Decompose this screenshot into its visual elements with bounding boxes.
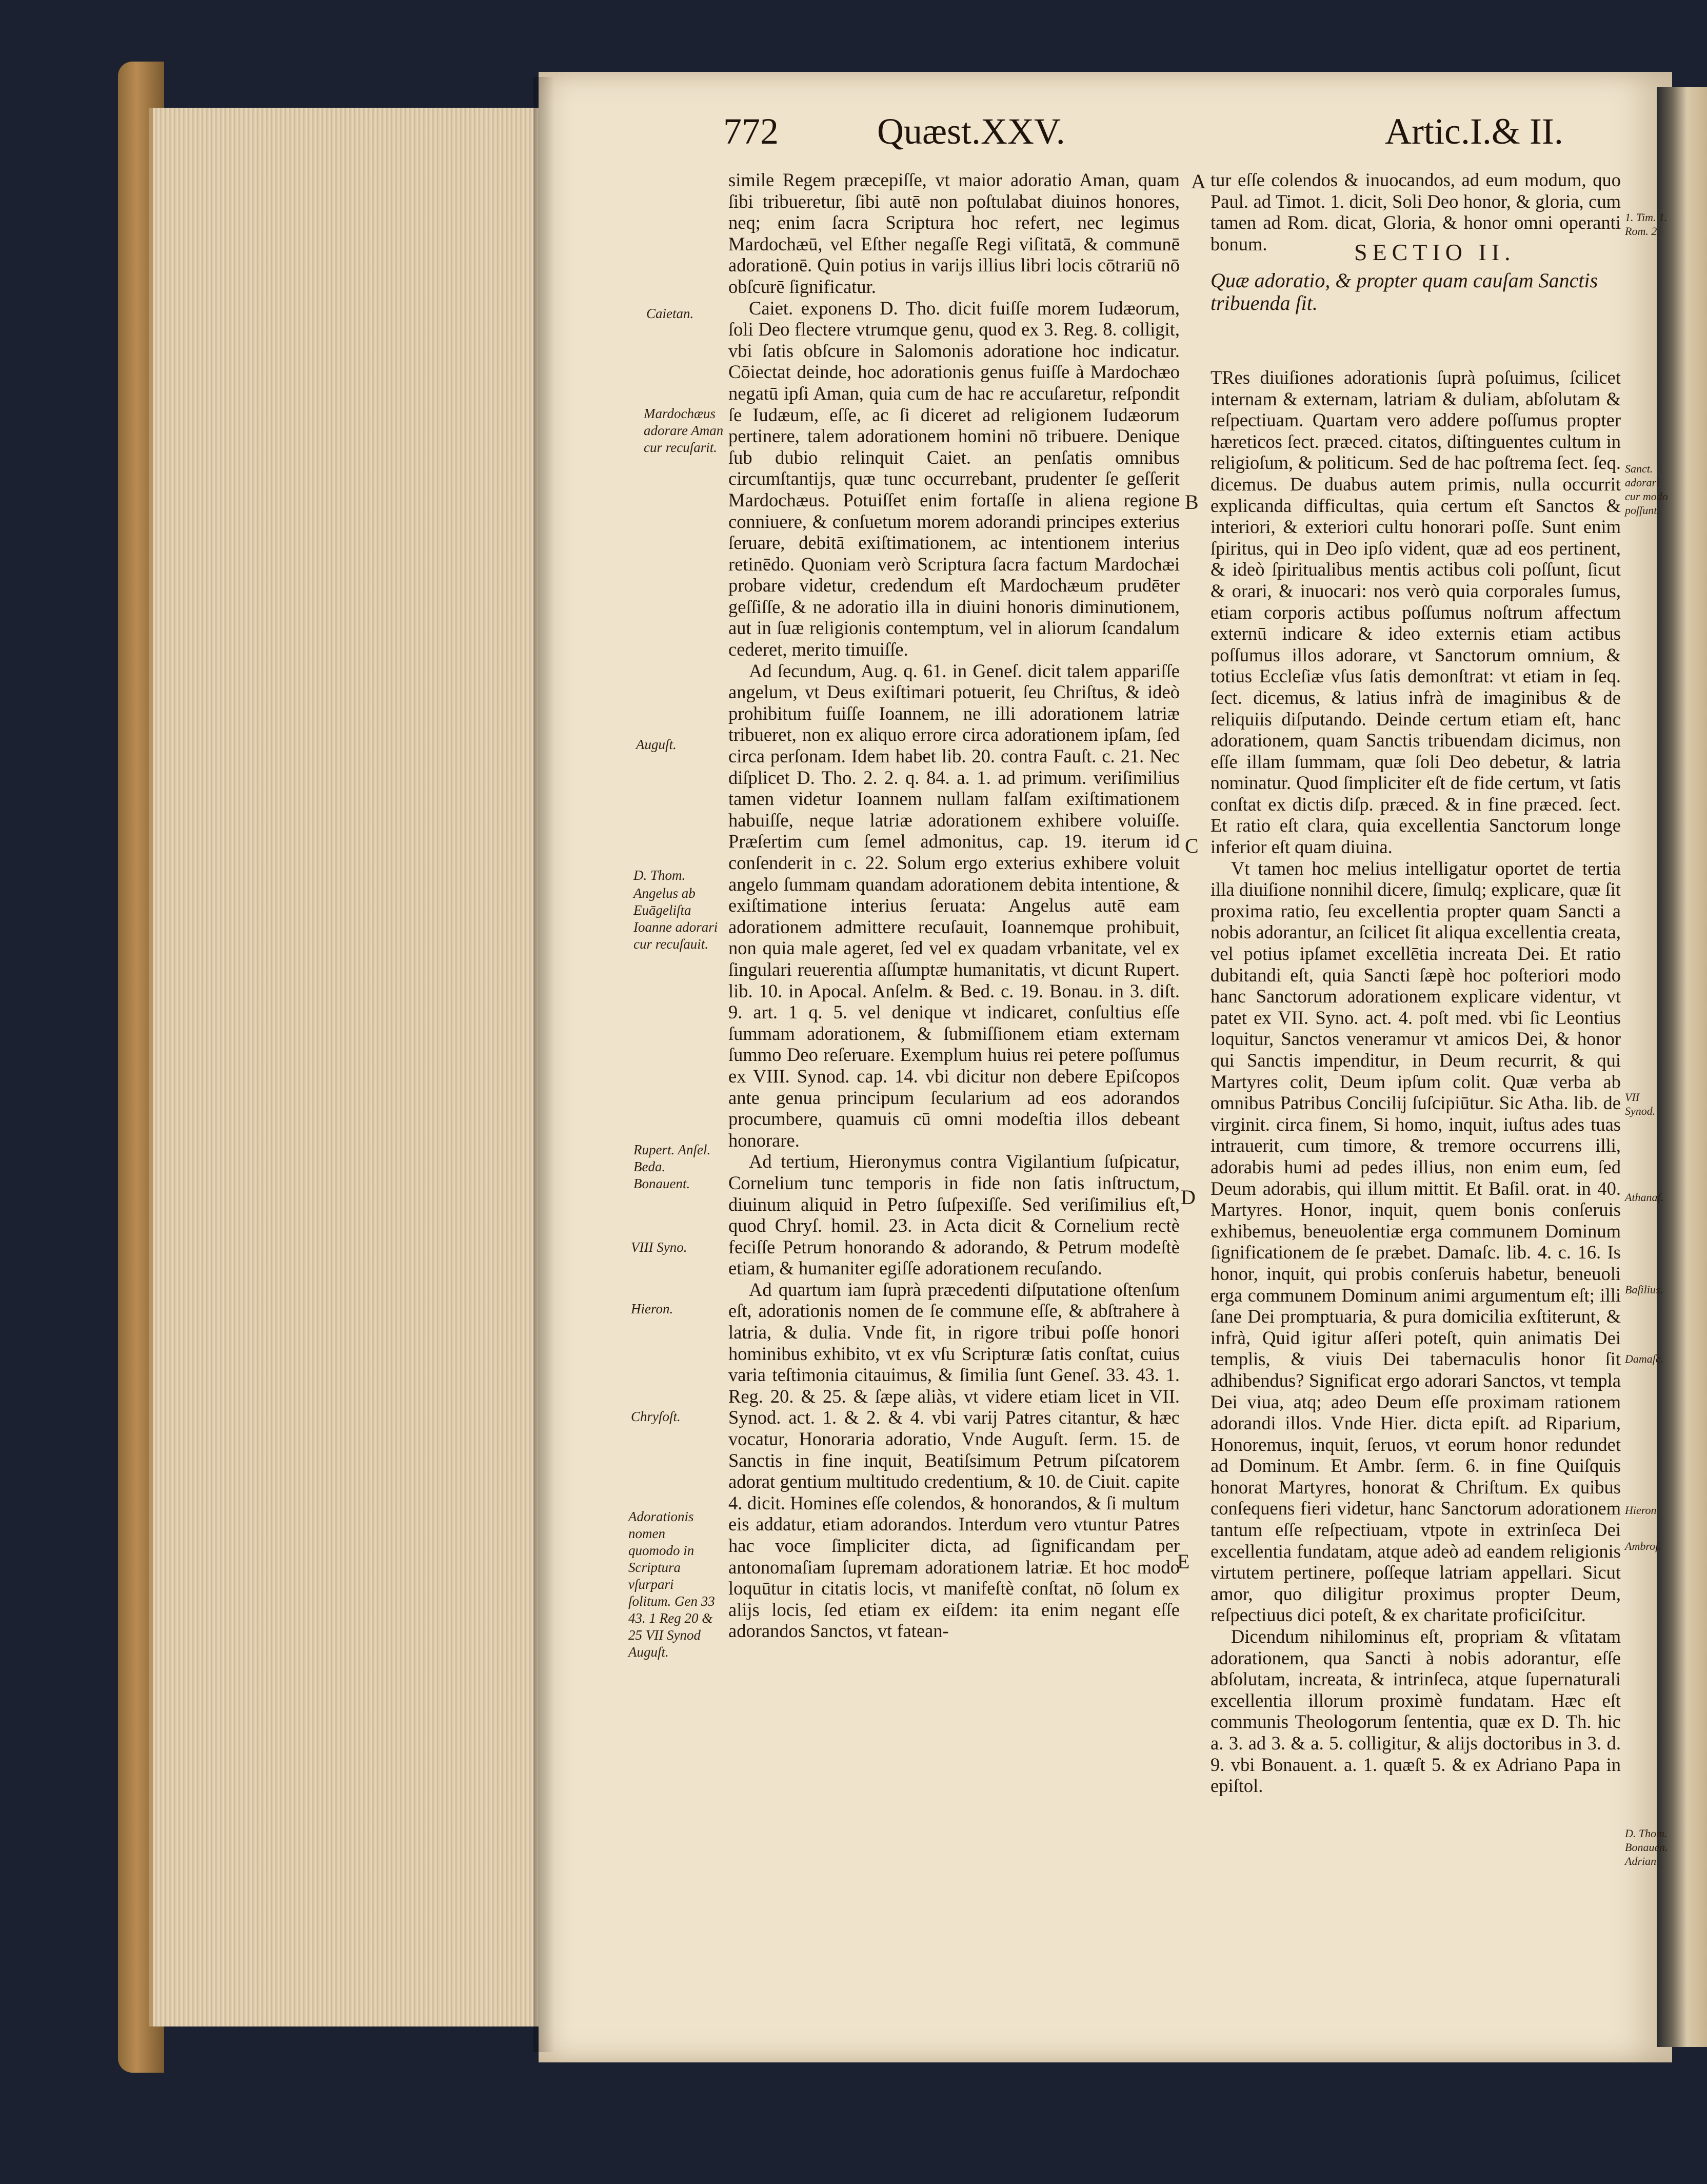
column-letter-c: C bbox=[1185, 834, 1199, 857]
right-text-column bbox=[1210, 367, 1621, 1797]
paragraph: Caiet. exponens D. Tho. dicit fuiſſe morem Iudæorum, ſoli Deo flectere vtrumque genu, quod ex 3. Reg. 8. colligit, vbi ſatis obſcure in Salomonis adoratione hoc indicatur. Cōiectat deinde, hoc adorationis genus fuiſſe à Mardochæo negatū ipſi Aman, quia cum de hac re accuſaretur, reſpondit ſe Iudæum, eſſe, ac ſi diceret ad religionem Iudæorum pertinere, talem adorationem homini nō tribuere. Denique ſub dubio relinquit Caiet. an penſatis omnibus circumſtantijs, quæ tunc occurrebant, prudenter ſe geſſerit Mardochæus. Potuiſſet enim fortaſſe in aliena regione conniuere, & conſuetum morem adorandi principes exterius ſeruare, debitā exiſtimationem, ac intentionem interius retinēdo. Quoniam verò Scriptura ſacra factum Mardochæi probare videtur, credendum eſt Mardochæum prudēter geſſiſſe, & ne adoratio illa in diuini honoris diminutionem, aut in ſuæ religionis contemptum, vel in aliorum ſcandalum cederet, merito timuiſſe. bbox=[728, 297, 1180, 660]
margin-note-august: Auguſt. bbox=[636, 737, 677, 752]
margin-note-viii-syno: VIII Syno. bbox=[631, 1239, 687, 1255]
margin-note-rupert: Rupert. Anſel. Beda. Bonauent. bbox=[633, 1142, 711, 1191]
paragraph: Dicendum nihilominus eſt, propriam & vſitatam adorationem, qua Sancti à nobis adorantur, eſſe abſolutam, increata, & intrinſeca, atque ſupernaturali excellentia illorum proximè fundatam. Hæc eſt communis Theologorum ſententia, quæ ex D. Th. hic a. 3. ad 3. & a. 5. colligitur, & alijs doctoribus in 3. d. 9. vbi Bonauent. a. 1. quæſt 5. & ex Adriano Papa in epiſtol. bbox=[1210, 1626, 1621, 1797]
margin-note-chrysost: Chryſoſt. bbox=[631, 1409, 681, 1424]
page-title: Quæst.XXV. bbox=[877, 111, 1065, 152]
margin-note-hieron: Hieron. bbox=[631, 1301, 673, 1316]
right-margin-note-vii-synod: VII Synod. bbox=[1625, 1091, 1656, 1117]
margin-note-angelus: Angelus ab Euāgeliſta Ioanne adorari cur recuſauit. bbox=[633, 886, 718, 952]
margin-note-mardochaeus: Mardochæus adorare Aman cur recuſarit. bbox=[644, 406, 724, 455]
article-heading: Artic.I.& II. bbox=[1385, 111, 1563, 152]
section-title: SECTIO II. bbox=[1354, 239, 1516, 265]
right-margin-note-hieron: Hieron. bbox=[1625, 1504, 1660, 1517]
left-text-column bbox=[728, 169, 1180, 1642]
paragraph: TRes diuiſiones adorationis ſuprà poſuimus, ſcilicet internam & externam, latriam & duliam, abſolutam & reſpectiuam. Quartam vero addere poſſumus propter hæreticos ſect. præced. citatos, diſtinguentes cultum in religioſum, & politicum. Sed de hac poſtrema ſect. ſeq. dicemus. De duabus autem primis, nulla occurrit explicanda difficultas, quia certum eſt Sanctos & interiori, & exteriori cultu honorari poſſe. Sunt enim ſpiritus, qui in Deo ipſo vident, quæ ad eos pertinent, & ideò ſpiritualibus mentis actibus coli poſſunt, ſicut & orari, & inuocari: nos verò quia corporales ſumus, etiam corporis actibus poſſumus noſtrum affectum externū indicare & ideo externis etiam actibus poſſumus illos adorare, vt Sanctorum omnium, & totius Eccleſiæ vſus ſatis demonſtrat: vt etiam in ſeq. ſect. dicemus, & latius infrà de imaginibus & de reliquiis diſputando. Deinde certum etiam eſt, hanc adorationem, quam Sanctis tribuendam dicimus, non eſſe illam ſummam, quæ ſoli Deo debetur, & latria nominatur. Quod ſimpliciter eſt de fide certum, vt ſatis conſtat ex dictis diſp. præced. & in fine præced. ſect. Et ratio eſt clara, quia excellentia Sanctorum longe inferior eſt quam diuina. bbox=[1210, 367, 1621, 858]
margin-note-dthom: D. Thom. bbox=[633, 868, 686, 883]
page-number: 772 bbox=[723, 111, 779, 152]
paragraph: Ad tertium, Hieronymus contra Vigilantium ſuſpicatur, Cornelium tunc temporis in fide non ſatis inſtructum, diuinum aliquid in Petro ſuſpexiſſe. Sed veriſimilius eſt, quod Chryſ. homil. 23. in Acta dicit & Cornelium rectè feciſſe Petrum honorando & adorando, & Petrum modeſtè etiam, & humaniter egiſſe adorationem recuſando. bbox=[728, 1151, 1180, 1279]
right-margin-note-damasc: Damaſc. bbox=[1625, 1352, 1664, 1365]
paragraph: Vt tamen hoc melius intelligatur oportet de tertia illa diuiſione nonnihil dicere, ſimulq; explicare, quæ ſit proxima ratio, ſeu excellentia propter quam Sancti a nobis adorantur, an ſcilicet ſit aliqua excellentia creata, vel potius ipſamet excellētia increata Dei. Et ratio dubitandi eſt, quia Sancti ſæpè hoc poſteriori modo hanc Sanctorum adorationem explicare videntur, vt patet ex VII. Syno. act. 4. poſt med. vbi ſic Leontius loquitur, Sanctos veneramur vt amicos Dei, & honor qui Sanctis impenditur, in Deum recurrit, & qui Martyres colit, Deum ipſum colit. Quæ verba ab omnibus Patribus Concilij ſuſcipiūtur. Sic Atha. lib. de virginit. circa finem, Si homo, inquit, iuſtus ades tuas intrauerit, cum timore, & tremore occurrens illi, adorabis humi ad pedes illius, non enim eum, ſed Deum adorabis, qui illum mittit. Et Baſil. orat. in 40. Martyres. Honor, inquit, quem bonis conſeruis exhibemus, beneuolentiæ erga communem Dominum ſignificationem de ſe præbet. Damaſc. lib. 4. c. 16. Is honor, inquit, qui probis conſeruis habetur, beneuoli erga communem Dominum animi argumentum eſt; illi ſane Dei promptuaria, & pura domicilia exſtiterunt, & infrà, Quid igitur aſſeri poteſt, quin animatis Dei templis, & viuis Dei tabernaculis honor ſit adhibendus? Significat ergo adorari Sanctos, vt templa Dei viua, atq; adeo Deum eſſe proximam rationem adorandi illos. Vnde Hier. dicta epiſt. ad Riparium, Honoremus, inquit, ſeruos, vt eorum honor redundet ad Dominum. Et Ambr. ſerm. 6. in fine Quiſquis honorat Martyres, honorat & Chriſtum. Ex quibus conſequens fieri videtur, hanc Sanctorum adorationem tantum eſſe reſpectiuam, vtpote in extrinſeca Dei excellentia fundatam, atque adeò ad eandem religionis virtutem pertinere, poſſeque latriam appellari. Sicut amor, quo diligitur proximus propter Deum, reſpectiuus dici poteſt, & ex charitate proficiſcitur. bbox=[1210, 857, 1621, 1626]
right-margin-note-sancti: Sanct. adorari cur modo poſſunt. bbox=[1625, 462, 1668, 517]
paragraph: Ad ſecundum, Aug. q. 61. in Geneſ. dicit talem appariſſe angelum, vt Deus exiſtimari potuerit, ſeu Chriſtus, & ideò prohibitum fuiſſe Ioannem, ne illi adorationem latriæ tribueret, non ex aliquo errore circa adorationem ipſam, ſed circa perſonam. Idem habet lib. 20. contra Fauſt. c. 21. Nec diſplicet D. Tho. 2. 2. q. 84. a. 1. ad primum. veriſimilius tamen videtur Ioannem nullam falſam exiſtimationem habuiſſe, neque latriæ adorationem exhibere voluiſſe. Præſertim cum ſemel admonitus, cap. 19. iterum id conſenderit in c. 22. Solum ergo exterius exhibere voluit angelo ſummam quandam adorationem debita intentione, & exiſtimatione interius ſeruata: Angelus autē eam adorationem admittere recuſauit, Ioannemque prohibuit, non quia male ageret, ſed vel ex quadam vrbanitate, vel ex ſingulari reuerentia aſſumptæ humanitatis, vt dicunt Rupert. lib. 10. in Apocal. Anſelm. & Bed. c. 19. Bonau. in 3. diſt. 9. art. 1 q. 5. vel denique vt indicaret, conſultius eſſe ſummam adorationem, & ſubmiſſionem etiam externam ſummo Deo reſeruare. Exemplum huius rei petere poſſumus ex VIII. Synod. cap. 14. vbi dicitur non debere Epiſcopos ante genua principum ſecularium ad eos adorandos procumbere, quamuis cū omni modeſtia illos debeant honorare. bbox=[728, 660, 1180, 1151]
facing-page-edge bbox=[1657, 87, 1707, 2047]
margin-note-caietan: Caietan. bbox=[646, 306, 694, 321]
right-text-top: tur eſſe colendos & inuocandos, ad eum modum, quo Paul. ad Timot. 1. dicit, Soli Deo honor, & gloria, cum tamen ad Rom. dicat, Gloria, & honor omni operanti bonum. bbox=[1210, 169, 1621, 254]
right-margin-note-ambros: Ambroſ. bbox=[1625, 1540, 1661, 1552]
column-letter-e: E bbox=[1177, 1550, 1190, 1573]
right-margin-note-basilius: Baſilius. bbox=[1625, 1283, 1663, 1296]
page-block-edge bbox=[149, 108, 548, 2026]
column-letter-a: A bbox=[1191, 170, 1206, 193]
paragraph: simile Regem præcepiſſe, vt maior adoratio Aman, quam ſibi tribueretur, ſibi autē non poſtulabat diuinos honores, neq; enim ſacra Scriptura hoc refert, nec legimus Mardochæū, vel Eſther negaſſe Regi viſitatā, & communē adorationē. Quin potius in varijs illius libri locis cōtrariū nō obſcurē ſignificatur. bbox=[728, 169, 1180, 297]
gutter-shadow bbox=[533, 77, 554, 2052]
column-letter-b: B bbox=[1185, 490, 1199, 514]
right-margin-note-tim: 1. Tim. 1. Rom. 2. bbox=[1625, 211, 1668, 238]
section-subtitle: Quæ adoratio, & propter quam cauſam Sanctis tribuenda ſit. bbox=[1210, 269, 1598, 314]
right-margin-note-dthom: D. Thom. Bonauen. Adrian. bbox=[1625, 1827, 1668, 1867]
right-margin-note-athanas: Athanaſ. bbox=[1625, 1191, 1664, 1204]
paragraph: Ad quartum iam ſuprà præcedenti diſputatione oſtenſum eſt, adorationis nomen de ſe commune eſſe, & abſtrahere à latria, & dulia. Vnde fit, in rigore tribui poſſe honori hominibus exhibito, vt ex vſu Scripturæ ſatis conſtat, cuius varia teſtimonia citauimus, & ſimilia ſunt Geneſ. 33. 43. 1. Reg. 20. & 25. & ſæpe aliàs, vt videre etiam licet in VII. Synod. act. 1. & 2. & 4. vbi varij Patres citantur, & hæc vocatur, Honoraria adoratio, Vnde Auguſt. ſerm. 15. de Sanctis in fine inquit, Beatiſsimum Petrum piſcatorem adorat gentium multitudo credentium, & 10. de Ciuit. capite 4. dicit. Homines eſſe colendos, & honorandos, & ſi multum eis addatur, etiam adorandos. Interdum vero vtuntur Patres hac voce ſimpliciter dicta, ad ſignificandam per antonomaſiam ſupremam adorationem latriæ. Et hoc modo loquūtur in citatis locis, vt manifeſtè conſtat, nō ſolum ex alijs locis, ſed etiam ex eiſdem: ita enim negant eſſe adorandos Sanctos, vt fatean- bbox=[728, 1278, 1180, 1642]
margin-note-adorationis: Adorationis nomen quomodo in Scriptura vſurpari ſolitum. Gen 33 43. 1 Reg 20 & 25 VII Synod Auguſt. bbox=[628, 1509, 715, 1660]
column-letter-d: D bbox=[1181, 1186, 1196, 1209]
